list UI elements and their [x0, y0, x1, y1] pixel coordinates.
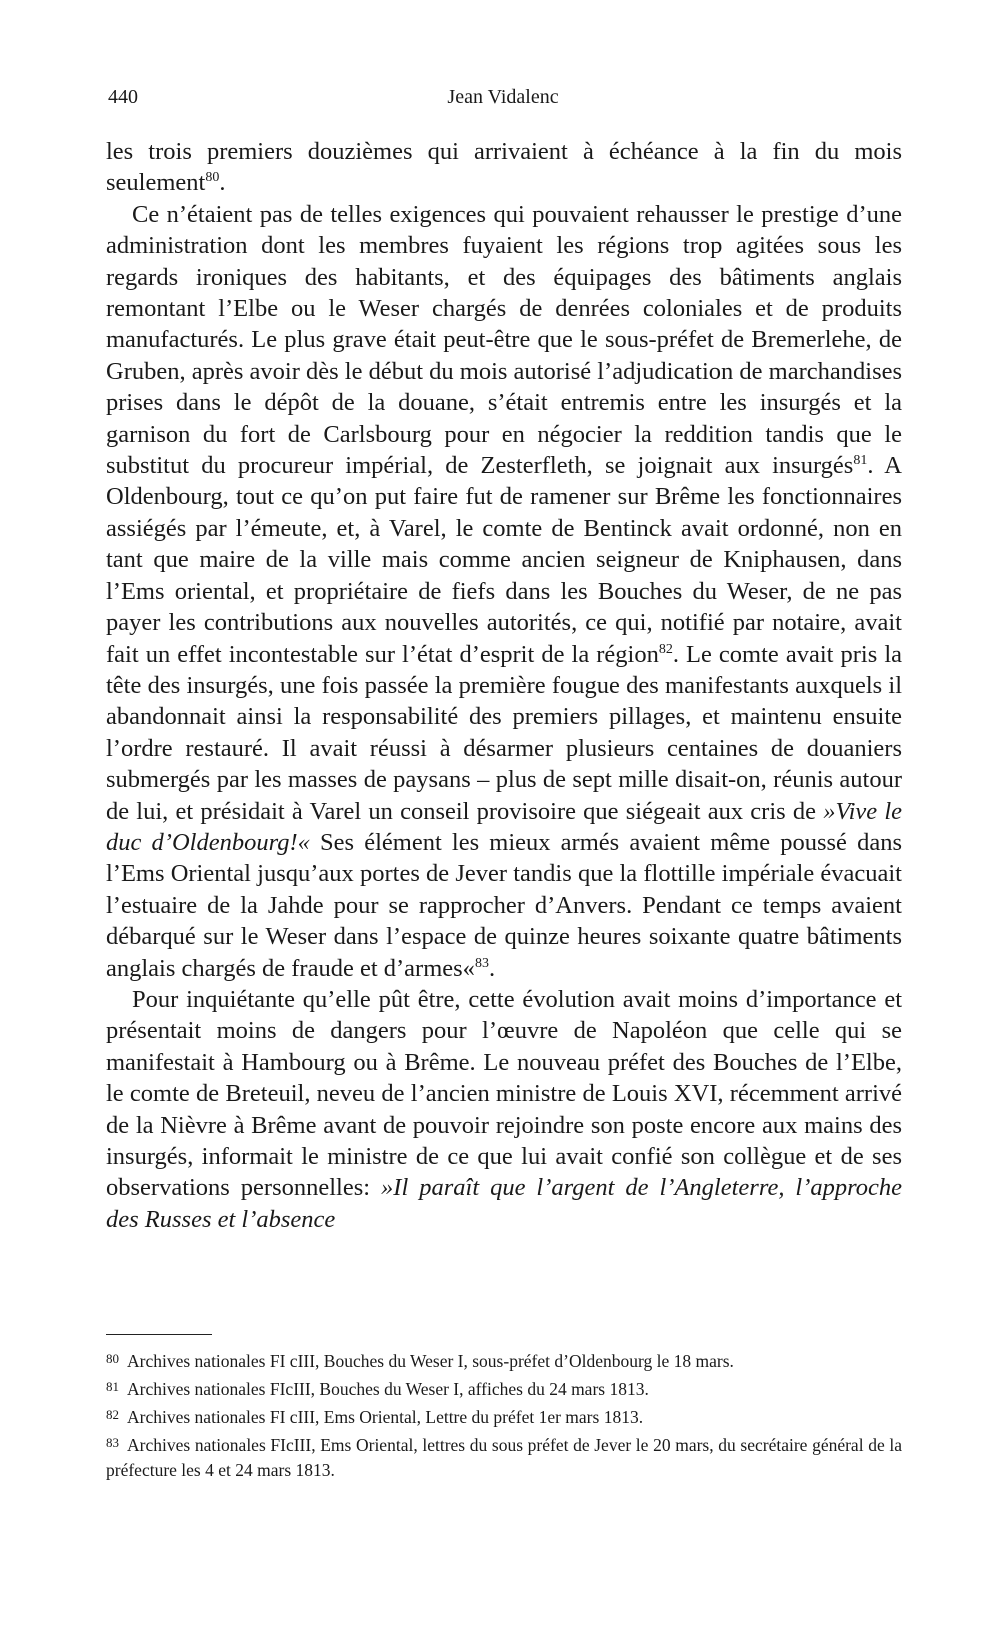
text-run: Ses élément les mieux armés avaient même poussé dans l’Ems Oriental jusqu’aux portes de Jever tandis que la flottille impériale évacuait l’estuaire de la Jahde pour se rapprocher d’Anvers. Pendant ce temps avaient débarqué sur le Weser dans l’espace de quinze heures soixante quatre bâtiments anglais chargés de fraude et d’armes« [106, 828, 902, 982]
italic-quote: »Il paraît que l’argent de l’Angleterre, l’approche des Russes et l’absence [106, 1174, 902, 1233]
footnote-text: Archives nationales FIcIII, Bouches du Weser I, affiches du 24 mars 1813. [127, 1379, 649, 1399]
footnote-number: 83 [106, 1435, 119, 1450]
footnote-number: 80 [106, 1351, 119, 1366]
italic-quote: »Vive le duc d’Oldenbourg!« [106, 797, 903, 856]
footnotes [106, 1346, 902, 1483]
footnote [106, 1346, 902, 1374]
footnote [106, 1430, 902, 1483]
text-run: . [488, 954, 496, 982]
footnote-separator [106, 1334, 212, 1335]
page-header [108, 86, 898, 116]
footnote [106, 1374, 902, 1402]
footnote [106, 1402, 902, 1430]
footnote-ref: 82 [658, 641, 673, 657]
text-run: . Le comte avait pris la tête des insurgés, une fois passée la première fougue des manifestants auxquels il abandonnait ainsi la responsabilité des premiers pillages, et maintenu ensuite l’ordre restauré. Il avait réussi à désarmer plusieurs centaines de douaniers submergés par les masses de paysans – plus de sept mille disait-on, réunis autour de lui, et présidait à Varel un conseil provisoire que siégeait aux cris de [106, 640, 903, 825]
footnote-text: Archives nationales FI cIII, Bouches du Weser I, sous-préfet d’Oldenbourg le 18 mars. [127, 1351, 734, 1371]
footnote-ref: 81 [853, 453, 868, 469]
text-run: . [219, 169, 226, 197]
footnote-text: Archives nationales FIcIII, Ems Oriental, lettres du sous préfet de Jever le 20 mars, du secrétaire général de la préfecture les 4 et 24 mars 1813. [106, 1435, 902, 1480]
footnote-number: 81 [106, 1379, 119, 1394]
body-text [106, 136, 902, 1235]
footnote-number: 82 [106, 1407, 119, 1422]
page-number: 440 [108, 86, 138, 108]
paragraph-2 [106, 199, 902, 984]
footnote-ref: 83 [474, 955, 489, 971]
paragraph-1 [106, 136, 902, 199]
text-run: les trois premiers douzièmes qui arrivaient à échéance à la fin du mois seulement [106, 138, 902, 197]
text-run: Pour inquiétante qu’elle pût être, cette évolution avait moins d’importance et présentait moins de dangers pour l’œuvre de Napoléon que celle qui se manifestait à Hambourg ou à Brême. Le nouveau préfet des Bouches de l’Elbe, le comte de Breteuil, neveu de l’ancien ministre de Louis XVI, récemment arrivé de la Nièvre à Brême avant de pouvoir rejoindre son poste encore aux mains des insurgés, informait le ministre de ce que lui avait confié son collègue et de ses observations personnelles: [106, 985, 902, 1202]
text-run: . A Oldenbourg, tout ce qu’on put faire fut de ramener sur Brême les fonctionnaires assiégés par l’émeute, et, à Varel, le comte de Bentinck avait ordonné, non en tant que maire de la ville mais comme ancien seigneur de Kniphausen, dans l’Ems oriental, et propriétaire de fiefs dans les Bouches du Weser, de ne pas payer les contributions aux nouvelles autorités, ce qui, notifié par notaire, avait fait un effet incontestable sur l’état d’esprit de la région [106, 452, 903, 668]
footnote-text: Archives nationales FI cIII, Ems Oriental, Lettre du préfet 1er mars 1813. [127, 1407, 644, 1427]
text-run: Ce n’étaient pas de telles exigences qui pouvaient rehausser le prestige d’une administration dont les membres fuyaient les régions trop agitées sous les regards ironiques des habitants, et des équipages des bâtiments anglais remontant l’Elbe ou le Weser chargés de denrées coloniales et de produits manufacturés. Le plus grave était peut-être que le sous-préfet de Bremerlehe, de Gruben, après avoir dès le début du mois autorisé l’adjudication de marchandises prises dans le dépôt de la douane, s’était entremis entre les insurgés et la garnison du fort de Carlsbourg pour en négocier la reddition tandis que le substitut du procureur impérial, de Zesterfleth, se joignait aux insurgés [106, 200, 903, 480]
running-head: Jean Vidalenc [447, 86, 559, 108]
paragraph-3 [106, 984, 902, 1235]
footnote-ref: 80 [205, 170, 220, 186]
